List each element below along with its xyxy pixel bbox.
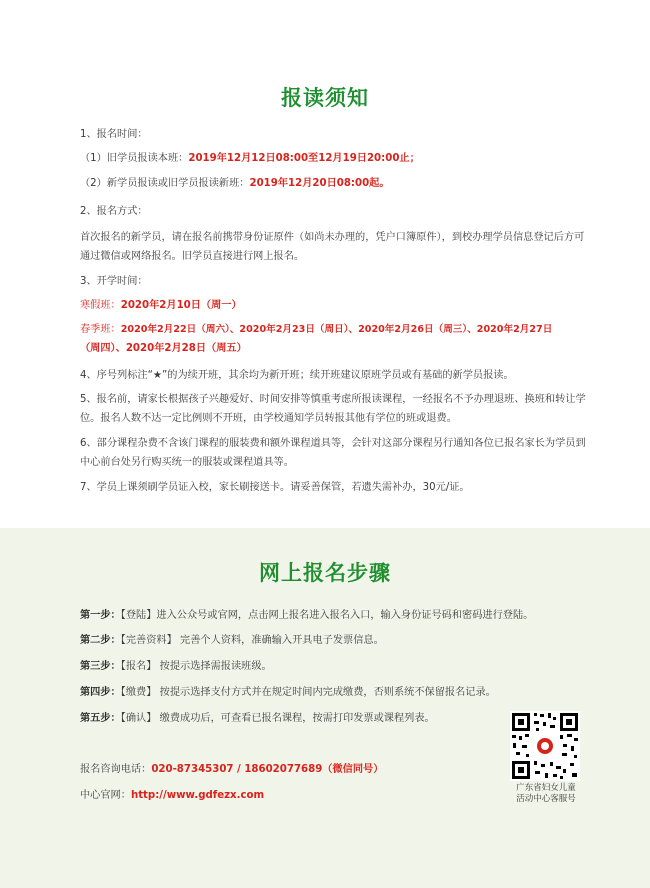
step-text: 【缴费】 按提示选择支付方式并在规定时间内完成缴费，否则系统不保留报名记录。	[120, 687, 496, 698]
site-link[interactable]: http://www.gdfezx.com	[130, 790, 265, 801]
step-item	[80, 683, 585, 702]
item1-line1	[80, 149, 585, 168]
step-label: 第一步：	[80, 610, 121, 621]
item5-text: 5、报名前，请家长根据孩子兴趣爱好、时间安排等慎重考虑所报读课程，一经报名不予办理退班、换班和转让学位。报名人数不达一定比例则不开班，由学校通知学员转报其他有学位的班或退费。	[80, 394, 586, 424]
step-label: 第四步：	[80, 687, 121, 698]
step-item	[80, 606, 585, 625]
item1-line1-value: 2019年12月12日08:00至12月19日20:00止；	[188, 153, 420, 164]
item1-line2-prefix: （2）新学员报读或旧学员报读新班：	[80, 178, 250, 189]
winter-value: 2020年2月10日（周一）	[120, 300, 242, 311]
step-item	[80, 657, 585, 676]
item6-text: 6、部分课程杂费不含该门课程的服装费和额外课程道具等，会针对这部分课程另行通知各位已报名家长为学员到中心前台处另行购买统一的服装或课程道具等。	[80, 438, 586, 468]
item7-text: 7、学员上课须刷学员证入校，家长刷接送卡。请妥善保管，若遗失需补办，30元/证。	[80, 482, 470, 493]
item3-heading: 3、开学时间：	[80, 276, 148, 287]
qr-code-icon[interactable]	[510, 711, 580, 781]
qr-caption	[498, 783, 594, 805]
notice-title: 报读须知	[281, 86, 369, 110]
phone-label: 报名咨询电话：	[80, 764, 152, 775]
item1-heading: 1、报名时间：	[80, 129, 148, 140]
item2-heading: 2、报名方式：	[80, 206, 148, 217]
step-label: 第五步：	[80, 713, 121, 724]
step-item	[80, 631, 585, 650]
step-label: 第二步：	[80, 635, 121, 646]
item2-text: 首次报名的新学员，请在报名前携带身份证原件（如尚未办理的，凭户口簿原件），到校办理学员信息登记后方可通过微信或网络报名。旧学员直接进行网上报名。	[80, 232, 585, 262]
spring-value-line1: 2020年2月22日（周六）、2020年2月23日（周日）、2020年2月26日（周三）、2020年2月27日	[120, 324, 553, 335]
phone-value[interactable]: 020-87345307 / 18602077689（微信同号）	[151, 764, 384, 775]
step-text: 【报名】 按提示选择需报读班级。	[120, 661, 272, 672]
qr-caption-line2: 活动中心客服号	[516, 794, 576, 804]
qr-caption-line1: 广东省妇女儿童	[516, 783, 576, 793]
spring-value-line2: （周四）、2020年2月28日（周五）	[80, 343, 247, 354]
spring-term	[80, 320, 585, 339]
step-text: 【登陆】进入公众号或官网，点击网上报名进入报名入口，输入身份证号码和密码进行登陆。	[120, 610, 534, 621]
step-text: 【确认】 缴费成功后，可查看已报名课程，按需打印发票或课程列表。	[120, 713, 435, 724]
winter-label: 寒假班：	[80, 300, 121, 311]
item1-line2-value: 2019年12月20日08:00起。	[249, 178, 390, 189]
item1-line1-prefix: （1）旧学员报读本班：	[80, 153, 189, 164]
spring-term-cont	[80, 339, 585, 358]
item4-text: 4、序号列标注“★”的为续开班，其余均为新开班；续开班建议原班学员或有基础的新学员报读。	[80, 370, 514, 381]
step-label: 第三步：	[80, 661, 121, 672]
steps-title: 网上报名步骤	[259, 561, 391, 585]
winter-term	[80, 296, 585, 315]
spring-label: 春季班：	[80, 324, 121, 335]
step-text: 【完善资料】 完善个人资料，准确输入开具电子发票信息。	[120, 635, 384, 646]
site-label: 中心官网：	[80, 790, 131, 801]
item1-line2	[80, 174, 585, 193]
